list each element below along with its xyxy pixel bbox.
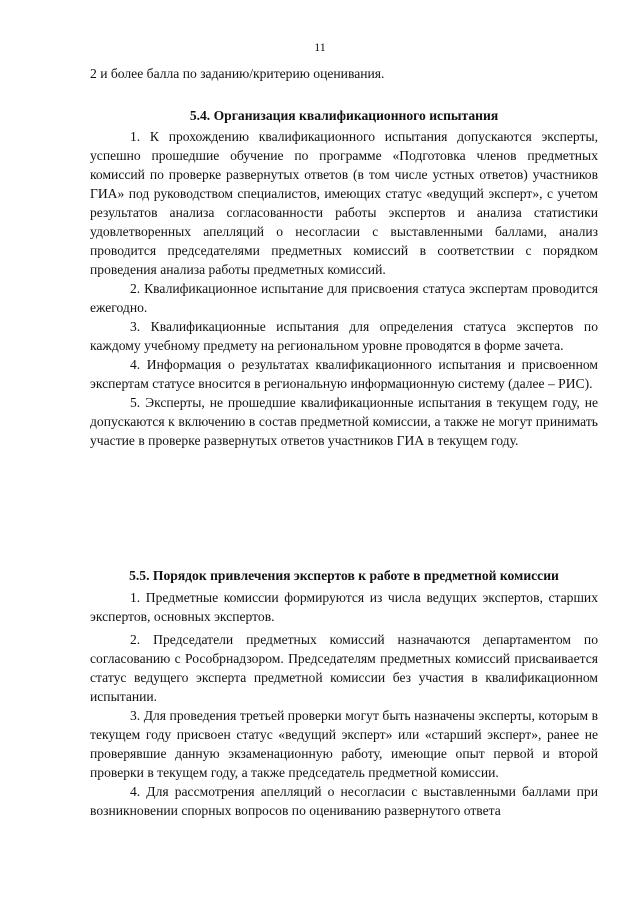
section-5-4-body bbox=[90, 127, 598, 450]
section-5-5-heading: 5.5. Порядок привлечения экспертов к работе в предметной комиссии bbox=[129, 568, 559, 583]
section-5-4-heading-block bbox=[90, 106, 598, 125]
section-5-5-paragraph-3: 3. Для проведения третьей проверки могут быть назначены эксперты, которым в текущем году присвоен статус «ведущий эксперт» или «старший эксперт», ранее не проверявшие данную экзаменационную работу, имеющие опыт первой и второй проверки в текущем году, а также председатель предметной комиссии. bbox=[90, 708, 598, 780]
section-5-5-paragraph-4: 4. Для рассмотрения апелляций о несогласии с выставленными баллами при возникновении спорных вопросов по оцениванию развернутого ответа bbox=[90, 784, 598, 818]
section-5-5-heading-block bbox=[90, 566, 598, 585]
section-5-5-paragraph-2: 2. Председатели предметных комиссий назначаются департаментом по согласованию с Рособрнадзором. Председателям предметных комиссий присваивается статус ведущего эксперта предметной комиссии без участия в квалификационном испытании. bbox=[90, 632, 598, 704]
section-5-4-paragraph-2: 2. Квалификационное испытание для присвоения статуса экспертам проводится ежегодно. bbox=[90, 281, 598, 315]
section-5-4-paragraph-1: 1. К прохождению квалификационного испытания допускаются эксперты, успешно прошедшие обучение по программе «Подготовка членов предметных комиссий по проверке развернутых ответов (в том числе устных ответов) участников ГИА» под руководством специалистов, имеющих статус «ведущий эксперт», с учетом результатов анализа согласованности работы экспертов и анализа статистики удовлетворенных апелляций о несогласии с выставленными баллами, анализ проводится председателями предметных комиссий в соответствии с порядком проведения анализа работы предметных комиссий. bbox=[90, 129, 598, 277]
section-5-4-paragraph-4: 4. Информация о результатах квалификационного испытания и присвоенном экспертам статусе вносится в региональную информационную систему (далее – РИС). bbox=[90, 357, 598, 391]
section-5-4-paragraph-3: 3. Квалификационные испытания для определения статуса экспертов по каждому учебному предмету на региональном уровне проводятся в форме зачета. bbox=[90, 319, 598, 353]
section-5-5-paragraph-1: 1. Предметные комиссии формируются из числа ведущих экспертов, старших экспертов, основных экспертов. bbox=[90, 590, 598, 624]
lead-paragraph: 2 и более балла по заданию/критерию оценивания. bbox=[90, 66, 385, 81]
section-5-5-body bbox=[90, 588, 598, 820]
page-number: 11 bbox=[314, 40, 326, 54]
section-5-4-paragraph-5: 5. Эксперты, не прошедшие квалификационные испытания в текущем году, не допускаются к включению в состав предметной комиссии, а также не могут принимать участие в проверке развернутых ответов участников ГИА в текущем году. bbox=[90, 395, 598, 448]
section-5-4-heading: 5.4. Организация квалификационного испытания bbox=[189, 108, 499, 123]
lead-text-block bbox=[90, 64, 598, 83]
